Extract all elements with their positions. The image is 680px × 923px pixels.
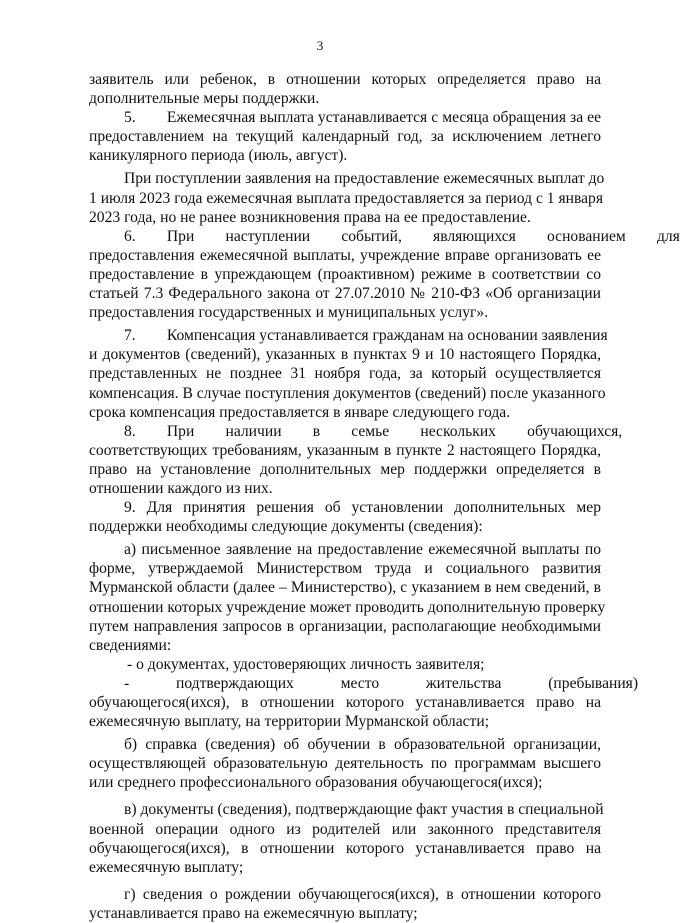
text-line: соответствующих требованиям, указанным в пункте 2 настоящего Порядка, [89,441,601,459]
dash-item-line: - о документах, удостоверяющих личность заявителя; [127,655,485,673]
text-line: поддержки необходимы следующие документы (сведения): [89,518,483,536]
text-line: Мурманской области (далее – Министерство), с указанием в нем сведений, в [89,579,601,597]
text-line: предоставление в упреждающем (проактивном) режиме в соответствии со [89,265,601,283]
text-line: обучающегося(ихся), в отношении которого устанавливается право на [89,694,601,711]
text-line: ежемесячную выплату, на территории Мурманской области; [89,713,490,731]
document-body [89,70,680,923]
text-line: ежемесячную выплату; [89,858,244,876]
paragraph-line: При поступлении заявления на предоставление ежемесячных выплат до [124,170,605,188]
text-line: осуществляющей образовательную деятельность по программам высшего [89,755,601,773]
paragraph-5-line: 5. Ежемесячная выплата устанавливается с месяца обращения за ее [124,109,601,127]
text-line: отношении которых учреждение может проводить дополнительную проверку [89,598,606,616]
text-line: форме, утверждаемой Министерством труда и социального развития [89,560,601,578]
text-line: предоставлением на текущий календарный год, за исключением летнего [89,128,601,146]
text-line: 2023 года, но не ранее возникновения права на ее предоставление. [89,208,531,226]
item-g-line: г) сведения о рождении обучающегося(ихся), в отношении которого [124,885,601,903]
text-line: предоставления государственных и муниципальных услуг». [89,304,489,322]
paragraph-7-line: 7. Компенсация устанавливается гражданам на основании заявления [124,327,608,345]
text-line: путем направления запросов в организации, располагающие необходимыми [89,617,601,635]
item-a-line: а) письменное заявление на предоставление ежемесячной выплаты по [124,541,601,559]
text-line: дополнительные меры поддержки. [89,90,320,108]
text-line: военной операции одного из родителей или законного представителя [89,820,601,838]
text-line: устанавливается право на ежемесячную выплату; [89,904,418,922]
paragraph-9-line: 9. Для принятия решения об установлении дополнительных мер [124,499,601,517]
text-line: обучающегося(ихся), в отношении которого устанавливается право на [89,839,601,857]
text-line: предоставления ежемесячной выплаты, учреждение вправе организовать ее [89,246,601,264]
text-line: заявитель или ребенок, в отношении которых определяется право на [89,71,601,88]
text-line: статьей 7.3 Федерального закона от 27.07.2010 № 210-ФЗ «Об организации [89,285,601,303]
text-line: каникулярного периода (июль, август). [89,147,348,165]
text-line: и документов (сведений), указанных в пунктах 9 и 10 настоящего Порядка, [89,346,601,364]
text-line: срока компенсация предоставляется в январе следующего года. [89,403,511,421]
item-v-line: в) документы (сведения), подтверждающие факт участия в специальной [124,801,604,819]
text-line: отношении каждого из них. [89,479,273,497]
text-line: компенсация. В случае поступления документов (сведений) после указанного [89,384,606,402]
text-line: представленных не позднее 31 ноября года, за который осуществляется [89,365,601,383]
paragraph-8-line: 8. При наличии в семье нескольких обучающихся, [124,422,623,440]
paragraph-6-line: 6. При наступлении событий, являющихся основанием для [124,227,680,245]
text-line: право на установление дополнительных мер поддержки определяется в [89,460,601,478]
item-b-line: б) справка (сведения) об обучении в образовательной организации, [124,736,601,754]
page-number: 3 [316,38,324,53]
text-line: или среднего профессионального образования обучающегося(ихся); [89,774,543,792]
dash-item-line: - подтверждающих место жительства (пребывания) [124,674,639,692]
text-line: 1 июля 2023 года ежемесячная выплата предоставляется за период с 1 января [89,189,604,207]
text-line: сведениями: [89,636,172,654]
